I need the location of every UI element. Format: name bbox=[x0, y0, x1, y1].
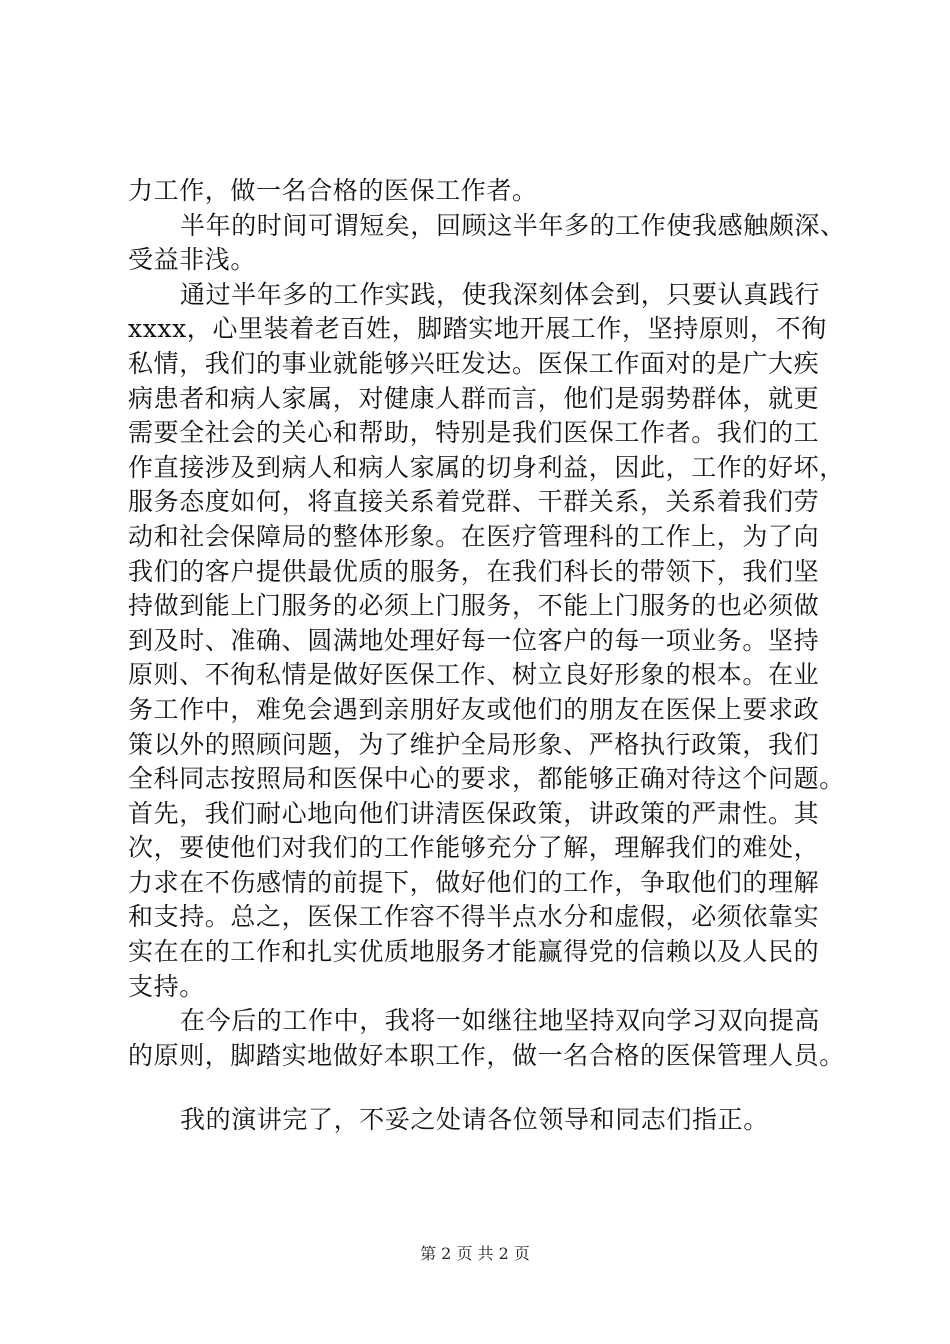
text-line: 策以外的照顾问题，为了维护全局形象、严格执行政策，我们 bbox=[128, 729, 820, 759]
text-line: 首先，我们耐心地向他们讲清医保政策，讲政策的严肃性。其 bbox=[128, 798, 820, 828]
text-line: 需要全社会的关心和帮助，特别是我们医保工作者。我们的工 bbox=[128, 418, 820, 448]
text-line: 务工作中，难免会遇到亲朋好友或他们的朋友在医保上要求政 bbox=[128, 694, 820, 724]
text-line: 作直接涉及到病人和病人家属的切身利益，因此，工作的好坏， bbox=[128, 452, 845, 482]
text-line: 支持。 bbox=[128, 971, 205, 1001]
text-line: 力求在不伤感情的前提下，做好他们的工作，争取他们的理解 bbox=[128, 867, 820, 897]
text-line: 到及时、准确、圆满地处理好每一位客户的每一项业务。坚持 bbox=[128, 625, 820, 655]
text-line: 受益非浅。 bbox=[128, 245, 257, 275]
text-line: 次，要使他们对我们的工作能够充分了解，理解我们的难处， bbox=[128, 833, 820, 863]
text-line: 全科同志按照局和医保中心的要求，都能够正确对待这个问题。 bbox=[128, 764, 845, 794]
closing-remark: 我的演讲完了，不妥之处请各位领导和同志们指正。 bbox=[180, 1105, 769, 1135]
text-line: 服务态度如何，将直接关系着党群、干群关系，关系着我们劳 bbox=[128, 487, 820, 517]
paragraph-start: 通过半年多的工作实践，使我深刻体会到，只要认真践行 bbox=[180, 279, 821, 309]
body-text bbox=[128, 174, 848, 1138]
text-line: 我们的客户提供最优质的服务，在我们科长的带领下，我们坚 bbox=[128, 556, 820, 586]
text-line: 持做到能上门服务的必须上门服务，不能上门服务的也必须做 bbox=[128, 591, 820, 621]
text-line: 原则、不徇私情是做好医保工作、树立良好形象的根本。在业 bbox=[128, 660, 820, 690]
text-line: 病患者和病人家属，对健康人群而言，他们是弱势群体，就更 bbox=[128, 383, 820, 413]
paragraph-gap bbox=[128, 1073, 848, 1103]
text-line: 和支持。总之，医保工作容不得半点水分和虚假，必须依靠实 bbox=[128, 902, 820, 932]
paragraph-start: 在今后的工作中，我将一如继往地坚持双向学习双向提高 bbox=[180, 1006, 821, 1036]
text-line: 的原则，脚踏实地做好本职工作，做一名合格的医保管理人员。 bbox=[128, 1040, 845, 1070]
text-line: 动和社会保障局的整体形象。在医疗管理科的工作上，为了向 bbox=[128, 521, 820, 551]
paragraph-start: 半年的时间可谓短矣，回顾这半年多的工作使我感触颇深、 bbox=[180, 210, 846, 240]
text-line: xxxx，心里装着老百姓，脚踏实地开展工作，坚持原则，不徇 bbox=[128, 314, 827, 344]
text-line: 实在在的工作和扎实优质地服务才能赢得党的信赖以及人民的 bbox=[128, 937, 820, 967]
text-line: 力工作，做一名合格的医保工作者。 bbox=[128, 176, 538, 205]
text-line: 私情，我们的事业就能够兴旺发达。医保工作面对的是广大疾 bbox=[128, 348, 820, 378]
page-number-label: 第 2 页 共 2 页 bbox=[420, 1244, 530, 1263]
page-footer bbox=[0, 1244, 950, 1264]
